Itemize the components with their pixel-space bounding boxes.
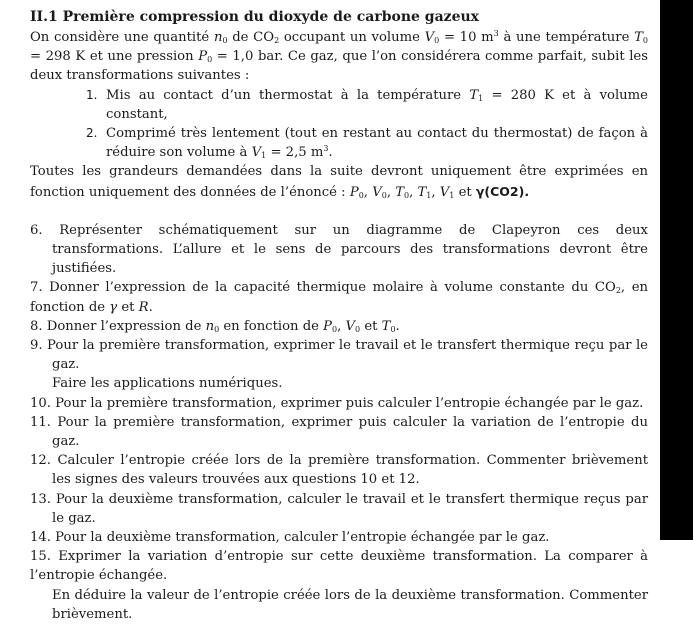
question-12: 12. Calculer l’entropie créée lors de la première transformation. Commenter brièvement les signes des valeurs trouvées aux questions 10 et 12.	[30, 453, 648, 488]
question-14: 14. Pour la deuxième transformation, calculer l’entropie échangée par le gaz.	[30, 530, 550, 546]
question-6: 6. Représenter schématiquement sur un diagramme de Clapeyron ces deux transformations. L’allure et le sens de parcours des transformations devront être justifiées.	[30, 222, 648, 277]
list-item: 2. Comprimé très lentement (tout en restant au contact du thermostat) de façon à réduire son volume à $V_1 = 2,5$ $m^3$.	[86, 126, 648, 161]
question-15: 15. Exprimer la variation d’entropie sur cette deuxième transformation. La comparer à l’entropie échangée.	[30, 549, 648, 584]
question-9: 9. Pour la première transformation, exprimer le travail et le transfert thermique reçu par le gaz.	[30, 338, 648, 373]
question-9-sub: Faire les applications numériques.	[52, 376, 283, 392]
question-10: 10. Pour la première transformation, exprimer puis calculer l’entropie échangée par le gaz.	[30, 395, 644, 411]
question-15-sub: En déduire la valeur de l’entropie créée lors de la deuxième transformation. Commenter brièvement.	[52, 587, 648, 622]
question-13: 13. Pour la deuxième transformation, calculer le travail et le transfert thermique reçus par le gaz.	[30, 491, 648, 526]
transformation-list	[30, 86, 648, 163]
question-11: 11. Pour la première transformation, exprimer puis calculer la variation de l’entropie du gaz.	[30, 414, 648, 450]
question-7: 7. Donner l’expression de la capacité thermique molaire à volume constante du $CO_2$, en fonction de γ et R.	[30, 280, 648, 315]
note-paragraph: Toutes les grandeurs demandées dans la suite devront uniquement être exprimées en fonction uniquement des données de l’énoncé : $P_0$, $V_0$, $T_0$, $T_1$, $V_1$ et γ(CO2).	[30, 164, 648, 200]
question-8: 8. Donner l’expression de $n_0$ en fonction de $P_0$, $V_0$ et $T_0$.	[30, 318, 400, 334]
intro-paragraph: On considère une quantité $n_0$ de $CO_2$ occupant un volume $V_0 = 10$ $m^3$ à une température $T_0 = 298$ K et une pression $P_0 = 1,0$ bar. Ce gaz, que l’on considérera comme parfait, subit les deux transformations suivantes :	[30, 29, 648, 84]
list-item: 1. Mis au contact d’un thermostat à la température $T_1 = 280$ K et à volume constant,	[86, 87, 648, 122]
section-title: II.1 Première compression du dioxyde de carbone gazeux	[30, 9, 480, 25]
right-edge-bar	[660, 0, 693, 540]
